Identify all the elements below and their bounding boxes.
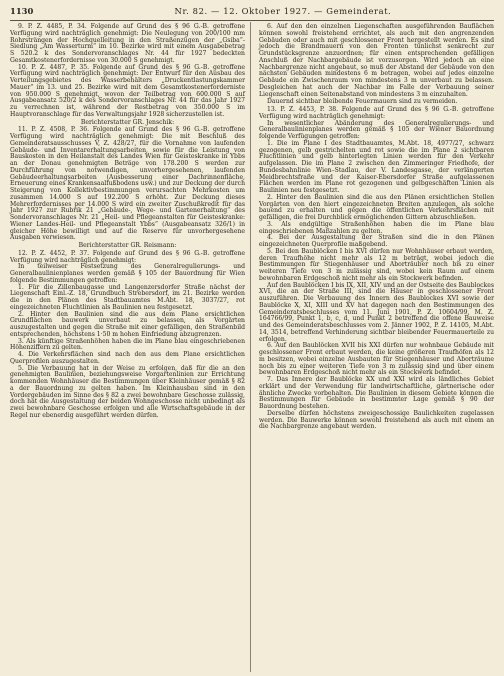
paragraph: 11. P. Z. 4508, P. 36. Folgende auf Grund des § 96 G.-B. getroffene Verfügung wird nachträglich genehmigt: Die mit Beschluß des Gemeinderatsausschusses V, Z. 428/27, für die Vornahme von laufenden Gebäude- und Inventarerhaltungsarbeiten, sowie für die Leistung von Bauskosten in den Heilanstalt des Landes Wien für Geisteskranke in Ybbs an der Donau genehmigten Beträge von 178.200 S werden zur Durchführung von notwendigen, unvorhergesehenen, laufenden Gebäudeerhaltungsarbeiten (Ausbesserung einer Dachrinnenfläche, Erneuerung eines Krankensaalfußbodens usw.) und zur Deckung der durch Steigerung von Kollektivbestimmungen verursachten Mehrkosten um zusammen 14.000 S auf 192.200 S erhöht. Zur Deckung dieses Mehrerfordernisses per 14.000 S wird ein zweiter Zuschußkredit für das Jahr 1927 zur Rubrik 21 „Gebäude-, Wege- und Gartenerhaltung“ des Sondervoranschlages Nr. 21 „Heil- und Pflegeanstalten für Geisteskranke: Wiener Landes-Heil- und Pflegeanstalt Ybbs“ (Ausgabeansatz 326/1) in gleicher Höhe bewilligt und auf die Reserve für unvorhergesehene Ausgaben verwiesen.: [10, 126, 245, 242]
paragraph: In teilweiser Festsetzung des Generalregulierungs- und Generalbaulinienplanes werden gemäß § 105 der Bauordnung für Wien folgende Bestimmungen getroffen:: [10, 263, 245, 284]
paragraph: 1. Die im Plane I des Stadtbauamtes, M.Abt. 18, 4977/27, schwarz gezogenen, gelb gestrichelten und rot sowie die im Plane 2 sichtbaren Fluchtlinien und gelb hinterlegten Linien werden für den Verkehr aufgelassen. Die im Plane 2 zwischen den Zimmeringer Friedhofe, der Bundesbahnlinie Wien–Stadlau, der V. Landesgasse, der verlängerten Meidbrechtsfraße und der Kaiser-Ebersdorfer Straße aufgelassenen Flächen werden im Plane rot gezogenen und gelbgeschäften Linien als Baulinien neu festgesetzt.: [259, 139, 494, 194]
paragraph: Dauernd sichtbar bleibende Feuermauern sind zu vermeiden.: [267, 98, 458, 106]
issue-line: Nr. 82. — 12. Oktober 1927. — Gemeinderat.: [174, 6, 392, 16]
paragraph: 7. Das Innere der Baublöcke XX und XXI wird als ländliches Gebiet erklärt und der Verwendung für landwirtschaftliche, gärtnerische oder ähnliche Zwecke vorbehalten. Die Baulinien in diesem Gebiete können die Bestimmungen für Gebäude in bestimmter Lage gemäß § 90 der Bauordnung bestehen.: [259, 376, 494, 410]
paragraph: 2. Hinter den Baulinien sind die aus dem Plane ersichtlichen Grundflächen bauwerk unverbaut zu belassen, als Vorgärten auszugestalten und gegen die Straße mit einer gefälligen, den Straßenbild entsprechenden, höchstens 1·50 m hohen Einfriedung abzugrenzen.: [10, 310, 245, 338]
paragraph: Auf den Baublöcken I bis IX, XII, XIV und an der Ostseite des Baublockes XVI, die an der Straße III, sind die Häuser in geschlossener Front auszuführen. Die Verbauung des Innern des Baublockes XVI sowie der Baublöcke X, XI, XIII und XV hat dagegen nach den Bestimmungen des Gemeinderatsbeschlusses vom 11. Juni 1901, P. Z. 10604/99, M. Z. 164766/99, Punkt 1, b, c, d, und Punkt 2 betreffend die offene Bauweise und des Gemeinderatsbeschlusses vom 2. Jänner 1902, P. Z. 14105, M.Abt. 14, 3514, betreffend Verhinderung sichtbar bleibender Feuermauerteile zu erfolgen.: [259, 281, 494, 343]
column-divider: [250, 22, 251, 672]
paragraph: 3. Als künftige Straßenhöhen haben die im Plane blau eingeschriebenen Höhenziffern zu gelten.: [10, 337, 245, 352]
paragraph: 10. P. Z. 4487, P. 35. Folgende auf Grund des § 96 G.-B. getroffene Verfügung wird nachträglich genehmigt: Der Entwurf für den Ausbau des Verteilungsgebietes des Wasserbehälters „Druckentlastungskammer Mauer“ im 13. und 25. Bezirke wird mit dem Gesamtkostenerforderniste von 950.000 S genehmigt, wovon der Teilbetrag von 600.000 S auf Ausgabeansatz 520/2 k des Sondervoranschlages Nr. 44 für das Jahr 1927 zu verrechnen ist, während der Restbetrag von 350.000 S im Hauptvoranschlage für das Verwaltungsjahr 1928 sicherzustellen ist.: [10, 63, 245, 118]
left-column: [10, 24, 245, 431]
paragraph: 1. Für die Zillenbaugasse und Langenzersdorfer Straße nächst der Liegenschaft Einl.-Z. 18, Grundbuch Strebersdorf, im 21. Bezirke werden die in den Plänen des Stadtbauamtes M.Abt. 18, 3037/27, rot eingezeichneten Fluchtlinien als Baulinien neu festgesetzt.: [10, 283, 245, 311]
paragraph: 4. Bei der Ausgestaltung der Straßen sind die in den Plänen eingezeichneten Querprofile maßgebend.: [259, 234, 494, 248]
reporter-heading: Berichterstatter GR. Reismann:: [78, 242, 177, 249]
paragraph: 6. Auf den den einzelnen Liegenschaften ausgeführenden Bauflächen können sowohl freistehend errichtet, als auch mit den angrenzenden Gebäuden oder auch mit geschlossener Front hergestellt werden. Es sind jedoch die Brandmauern von den Fronten tunlichst senkrecht zur Grundstücksgrenze anzuordnen; für einen entsprechenden gefälligen Anschluß der Nachbargebäude ist vorzusorgen. Wird jedoch an eine Nachbargrenze nicht angebaut, so muß der Abstand der Gebäude von den nächsten Gebäuden mindestens 6 m betragen, wobei auf jedes einzelne Gebäude ein Zwischenraum von mindestens 3 m unverbaut zu belassen. Desgleichen hat auch der Nachbar im Falle der Verbauung seiner Liegenschaft einen Seitenabstand von mindestens 3 m einzuhalten.: [259, 23, 494, 98]
paragraph: 4. Die Verkehrsflächen sind nach den aus dem Plane ersichtlichen Querprofilen auszugestalten.: [10, 351, 245, 365]
paragraph: 12. P. Z. 4452, P. 37. Folgende auf Grund des § 96 G.-B. getroffene Verfügung wird nachträglich genehmigt:: [10, 249, 245, 264]
paragraph: 6. Auf den Baublöcken XVII bis XXI dürfen nur wohnbaue Gebäude mit geschlossener Front erbaut werden, die keine größeren Traufhöfen als 12 m besitzen, wobei einzelne Ausbauten für Stiegenhäuser und Aborträume noch bis zu einer weiteren Tiefe von 3 m zulässig sind und über einem bewohnbaren Erdgeschoß nicht mehr als ein Stockwerk befindet.: [259, 342, 494, 377]
paragraph: In wesentlicher Abänderung des Generalregulierungs- und Generalbaulinienplanes werden gemäß § 105 der Wiener Bauordnung folgende Verfügungen getroffen:: [259, 119, 494, 140]
paragraph: Derselbe dürfen höchstens zweigeschossige Baulichkeiten zugelassen werden. Die Bauwerke können sowohl freistehend als auch mit einem an die Nachbargrenze angebaut werden.: [259, 409, 494, 431]
paragraph: 5. Die Verbauung hat in der Weise zu erfolgen, daß für die an den genehmigten Baulinien, beziehungsweise Vorgartenlinien zur Errichtung kommenden Wohnhäuser die Bestimmungen über Kleinhäuser gemäß § 82 a der Bauordnung zu gelten haben. Im Kleinhausbau sind in den Vordergebäuden im Sinne des § 82 a zwei bewohnbare Geschosse zulässig, doch hat die Ausgestaltung der beiden Wohngeschosse nicht unbedingt als zwei bewohnbare Geschosse erfolgen und alle Wirtschaftsgebäude in der Regel nur ebenerdig ausgeführt werden dürfen.: [10, 364, 245, 419]
text-columns: [10, 24, 494, 431]
paragraph: 9. P. Z. 4485, P. 34. Folgende auf Grund des § 96 G.-B. getroffene Verfügung wird nachträglich genehmigt: Die Neulegung von 200/100 mm Rohrsträngen der Hochquelleitung in den Straßenzügen der „Gsiba“-Siedlung „Am Wasserturm“ im 10. Bezirke wird mit einem Ausgabebetrag S 520.2 k des Sondervoranschlages Nr. 44 für 1927 bedeckten Gesamtkostenerfordernisse von 30.000 S genehmigt.: [10, 23, 245, 64]
paragraph: 2. Hinter den Baulinien sind die aus den Plänen ersichtlichen Stellen Vorgärten von den hiert eingezeichneten Breiten anzulegen, als solche bauend zu erhalten und gegen die öffentlichen Verkehrsflächen mit gefälligen, die frei Durchblick ermöglichenden Gittern abzuschließen.: [259, 193, 494, 221]
right-column: [259, 24, 494, 431]
paragraph: 13. P. Z. 4453, P. 38. Folgende auf Grund des § 96 G.-B. getroffene Verfügung wird nachträglich genehmigt:: [259, 106, 494, 120]
paragraph: 5. Bei den Baublöcken I bis XVI dürfen nur Wohnhäuser erbaut werden, deren Traufhöhe nicht mehr als 12 m beträgt, wobei jedoch die Bestimmungen für Stiegenhäuser und Aborträuber noch bis zu einer weiteren Tiefe von 3 m zulässig sind, wobei kein Raum auf einem bewohnbaren Erdgeschoß nicht mehr als ein Stockwerk befinden.: [259, 247, 494, 282]
page-header: [10, 6, 494, 21]
reporter-heading: Berichterstatter GR. Jenschik:: [80, 118, 175, 126]
paragraph: 3. Als endgültige Straßenhöhen haben die im Plane blau eingeschriebenen Maßzahlen zu gelten.: [259, 220, 494, 235]
page-number: 1130: [10, 6, 34, 16]
